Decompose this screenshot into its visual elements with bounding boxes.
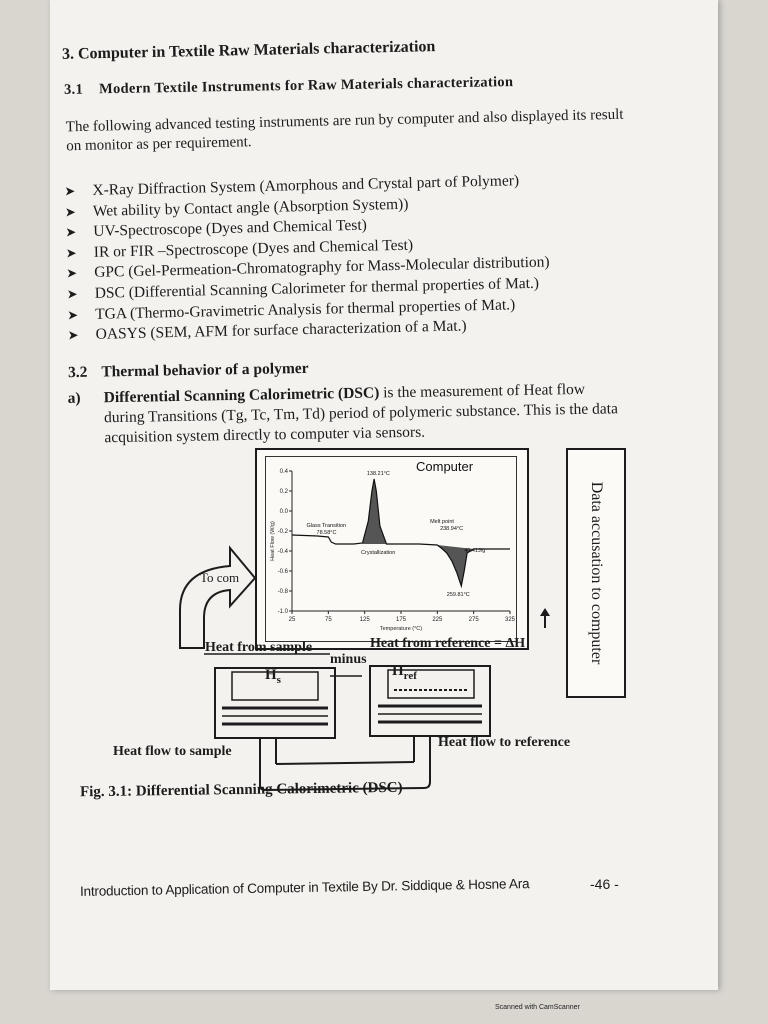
- list-item-text: UV-Spectroscope (Dyes and Chemical Test): [93, 216, 368, 241]
- x-tick-label: 325: [504, 617, 516, 623]
- list-item-text: OASYS (SEM, AFM for surface characterization of a Mat.): [95, 317, 467, 343]
- hs-label: $H_s$: [265, 667, 281, 686]
- x-tick-label: 225: [432, 617, 443, 623]
- x-tick-label: 125: [359, 617, 370, 623]
- curved-arrow-icon: [180, 548, 255, 648]
- heat-from-sample-label: Heat from sample: [205, 640, 313, 655]
- dsc-chart-area: [265, 456, 517, 642]
- thermal-number: 3.2: [67, 363, 88, 382]
- data-acquisition-box: [566, 448, 626, 698]
- annotation-label: Melt point: [430, 519, 454, 525]
- up-arrow-icon: [540, 608, 550, 628]
- arrowhead-bullet-icon: ➤: [66, 286, 78, 302]
- annotation-sublabel: 78.58°C: [316, 530, 337, 536]
- arrowhead-bullet-icon: ➤: [64, 203, 76, 220]
- arrowhead-bullet-icon: ➤: [64, 183, 76, 199]
- y-tick-label: -0.6: [277, 569, 288, 575]
- arrowhead-bullet-icon: ➤: [67, 306, 79, 323]
- page-number: -46 -: [590, 876, 619, 892]
- x-tick-label: 75: [324, 617, 332, 623]
- x-tick-label: 25: [288, 617, 296, 623]
- subsection-text: Modern Textile Instruments for Raw Materials characterization: [98, 74, 514, 98]
- list-item-text: GPC (Gel-Permeation-Chromatography for Mass-Molecular distribution): [94, 253, 550, 282]
- figure-caption: Fig. 3.1: Differential Scanning Calorimetric (DSC): [79, 779, 403, 801]
- scanner-watermark: Scanned with CamScanner: [495, 1004, 580, 1011]
- x-tick-label: 275: [468, 617, 479, 623]
- footer-text: Introduction to Application of Computer in Textile By Dr. Siddique & Hosne Ara: [79, 876, 530, 899]
- y-tick-label: -0.8: [277, 589, 288, 595]
- monitor-computer-label: Computer: [416, 459, 474, 474]
- data-acquisition-label: Data accusation to computer: [588, 481, 605, 665]
- annotation-label: 40.41J/g: [464, 548, 486, 554]
- list-item-text: DSC (Differential Scanning Calorimeter for thermal properties of Mat.): [94, 274, 540, 302]
- list-item-text: Wet ability by Contact angle (Absorption System)): [92, 195, 409, 220]
- y-tick-label: -0.4: [277, 549, 288, 555]
- heat-flow-reference-label: Heat flow to reference: [438, 735, 571, 750]
- arrowhead-bullet-icon: ➤: [67, 327, 79, 343]
- href-label: $H_{ref}$: [392, 663, 417, 682]
- heat-flow-sample-label: Heat flow to sample: [113, 744, 232, 759]
- x-tick-label: 175: [395, 617, 407, 623]
- annotation-sublabel: 238.94°C: [440, 526, 464, 532]
- y-tick-label: -0.2: [277, 529, 288, 535]
- list-item-text: TGA (Thermo-Gravimetric Analysis for thermal properties of Mat.): [95, 295, 516, 323]
- arrowhead-bullet-icon: ➤: [66, 265, 78, 281]
- x-axis-label: Temperature (°C): [379, 626, 423, 632]
- annotation-label: Crystallization: [361, 550, 396, 556]
- annotation-label: 259.81°C: [446, 592, 470, 598]
- y-tick-label: 0.0: [279, 509, 288, 515]
- arrowhead-bullet-icon: ➤: [65, 224, 77, 240]
- annotation-label: 138.21°C: [366, 471, 390, 477]
- dsc-text: is the measurement of Heat flow during Transitions (Tg, Tc, Tm, Td) period of polymeric substance. This is the data acquisition system directly to computer via sensors.: [103, 380, 619, 447]
- intro-paragraph: The following advanced testing instruments are run by computer and also displayed its result on monitor as per requirement.: [65, 106, 624, 155]
- dsc-term: Differential Scanning Calorimetric (DSC): [103, 384, 380, 407]
- list-item-text: IR or FIR –Spectroscope (Dyes and Chemical Test): [93, 236, 414, 261]
- section-title: 3. Computer in Textile Raw Materials characterization: [61, 38, 436, 63]
- subsection-number: 3.1: [63, 81, 84, 98]
- arrowhead-bullet-icon: ➤: [65, 245, 77, 261]
- y-tick-label: 0.4: [279, 469, 288, 475]
- computer-monitor: [255, 448, 529, 650]
- y-axis-label: Heat Flow (W/g): [270, 521, 276, 561]
- annotation-label: Glass Transition: [306, 523, 346, 529]
- item-label: a): [67, 389, 81, 407]
- list-item-text: X-Ray Diffraction System (Amorphous and Crystal part of Polymer): [92, 172, 520, 199]
- heat-from-reference-label: Heat from reference = ΔH: [370, 636, 526, 651]
- reference-cell: [370, 666, 490, 778]
- y-tick-label: -1.0: [277, 609, 288, 615]
- minus-label: minus: [330, 652, 367, 667]
- y-tick-label: 0.2: [279, 489, 288, 495]
- dsc-chart: [266, 457, 516, 641]
- thermal-title: Thermal behavior of a polymer: [101, 359, 309, 381]
- to-com-label: To com: [200, 570, 240, 585]
